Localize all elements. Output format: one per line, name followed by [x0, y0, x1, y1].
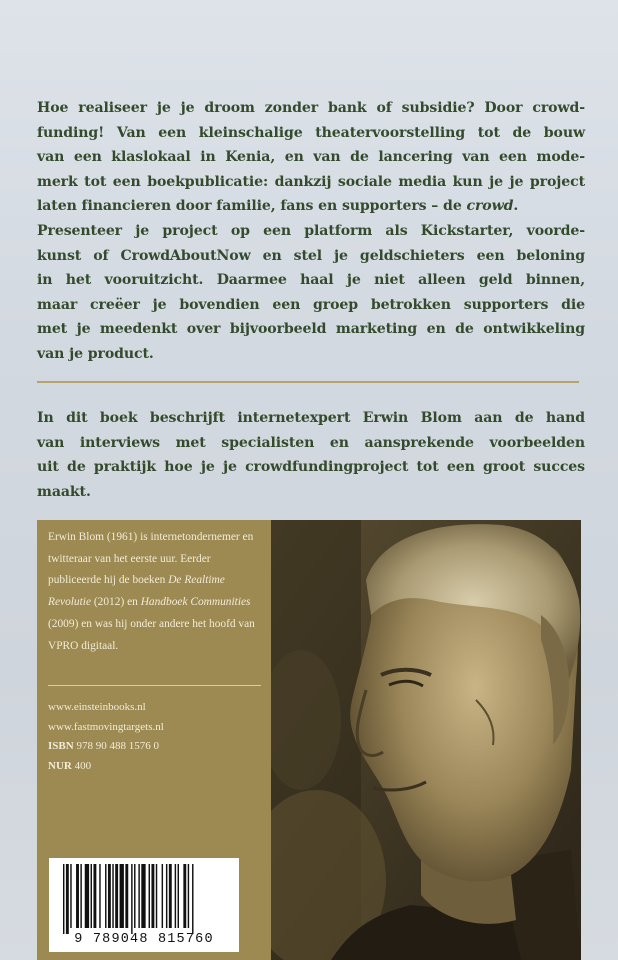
- barcode-bar: [76, 864, 79, 928]
- author-portrait-image: [271, 520, 581, 960]
- barcode-bar: [162, 864, 163, 928]
- blurb-line-text: laten financieren door familie, fans en supporters – de: [37, 198, 467, 215]
- bio-text: (2012) en: [91, 596, 141, 609]
- blurb-line: van interviews met specialisten en aansprekende voorbeelden: [37, 434, 585, 451]
- secondary-blurb: [37, 406, 585, 504]
- nur-label: NUR: [48, 759, 72, 772]
- blurb-line: met je meedenkt over bijvoorbeeld marketing en de ontwikkeling: [37, 321, 585, 338]
- publisher-info: [48, 698, 263, 776]
- blurb-line-end: .: [513, 198, 519, 215]
- section-divider: [37, 381, 579, 383]
- barcode-bar: [99, 864, 100, 928]
- blurb-line: funding! Van een kleinschalige theatervoorstelling tot de bouw: [37, 124, 585, 141]
- blurb-line: [37, 194, 585, 219]
- blurb-line: maar creëer je bovendien een groep betrokken supporters die: [37, 296, 585, 313]
- author-photo: [271, 520, 581, 960]
- blurb-line: Presenteer je project op een platform als Kickstarter, voorde-: [37, 222, 585, 239]
- barcode-bar: [91, 864, 92, 928]
- barcode-bar: [85, 864, 89, 928]
- barcode-bar: [134, 864, 135, 928]
- nur-line: [48, 757, 263, 777]
- barcode-bar: [188, 864, 189, 928]
- barcode-bar: [169, 864, 172, 928]
- barcode-bar: [63, 864, 64, 934]
- main-blurb: [37, 96, 585, 367]
- author-bio: [48, 527, 263, 657]
- barcode-bar: [149, 864, 150, 928]
- barcode-bar: [115, 864, 118, 928]
- author-info-panel: [37, 520, 271, 960]
- blurb-line: In dit boek beschrijft internetexpert Erwin Blom aan de hand: [37, 410, 585, 426]
- blurb-line: van je product.: [37, 345, 154, 362]
- barcode-bar: [105, 864, 106, 928]
- barcode-bar: [156, 864, 157, 928]
- barcode-bar: [120, 864, 124, 928]
- isbn-line: [48, 737, 263, 757]
- barcode-bar: [125, 864, 128, 928]
- website-link[interactable]: www.fastmovingtargets.nl: [48, 720, 164, 733]
- barcode-bar: [178, 864, 179, 928]
- isbn-label: ISBN: [48, 740, 74, 752]
- blurb-line: kunst of CrowdAboutNow en stel je geldschieters een beloning: [37, 247, 585, 264]
- barcode-bar: [112, 864, 113, 928]
- book-title: De Realtime Revolutie: [48, 574, 225, 609]
- barcode-bar: [93, 864, 96, 928]
- barcode-bar: [80, 864, 81, 928]
- blurb-line: van een klaslokaal in Kenia, en van de lancering van een mode-: [37, 149, 585, 166]
- barcode-bar: [108, 864, 111, 928]
- barcode-bar: [70, 864, 71, 928]
- blurb-line: merk tot een boekpublicatie: dankzij sociale media kun je je project: [37, 173, 585, 190]
- barcode-bar: [141, 864, 145, 928]
- barcode-bar: [192, 864, 193, 934]
- barcode-bar: [183, 864, 186, 928]
- bio-text: (2009) en was hij onder andere het hoofd van VPRO digitaal.: [48, 617, 255, 652]
- bio-text: Erwin Blom (1961) is internetondernemer en twitteraar van het eerste uur. Eerder publiceerde hij de boeken: [48, 531, 254, 587]
- blurb-line: maakt.: [37, 483, 91, 500]
- barcode-bar: [138, 864, 139, 928]
- barcode-bar: [131, 864, 132, 934]
- nur-value: 400: [74, 759, 92, 772]
- isbn-value: 978 90 488 1576 0: [76, 740, 159, 752]
- barcode-digits: 9 789048 815760: [74, 932, 214, 947]
- barcode-bar: [66, 864, 69, 934]
- isbn-barcode: [49, 858, 239, 952]
- barcode-bar: [175, 864, 176, 928]
- blurb-line: Hoe realiseer je je droom zonder bank of subsidie? Door crowd-: [37, 100, 585, 116]
- website-link[interactable]: www.einsteinbooks.nl: [48, 701, 146, 713]
- crowd-word: crowd: [466, 198, 514, 215]
- barcode-bar: [151, 864, 154, 928]
- blurb-line: in het vooruitzicht. Daarmee haal je niet alleen geld binnen,: [37, 272, 585, 289]
- barcode-bar: [166, 864, 167, 928]
- book-title: Handboek Communities: [140, 596, 251, 609]
- panel-divider: [48, 685, 261, 686]
- blurb-line: uit de praktijk hoe je je crowdfundingproject tot een groot succes: [37, 459, 585, 476]
- barcode-bars: [49, 858, 239, 934]
